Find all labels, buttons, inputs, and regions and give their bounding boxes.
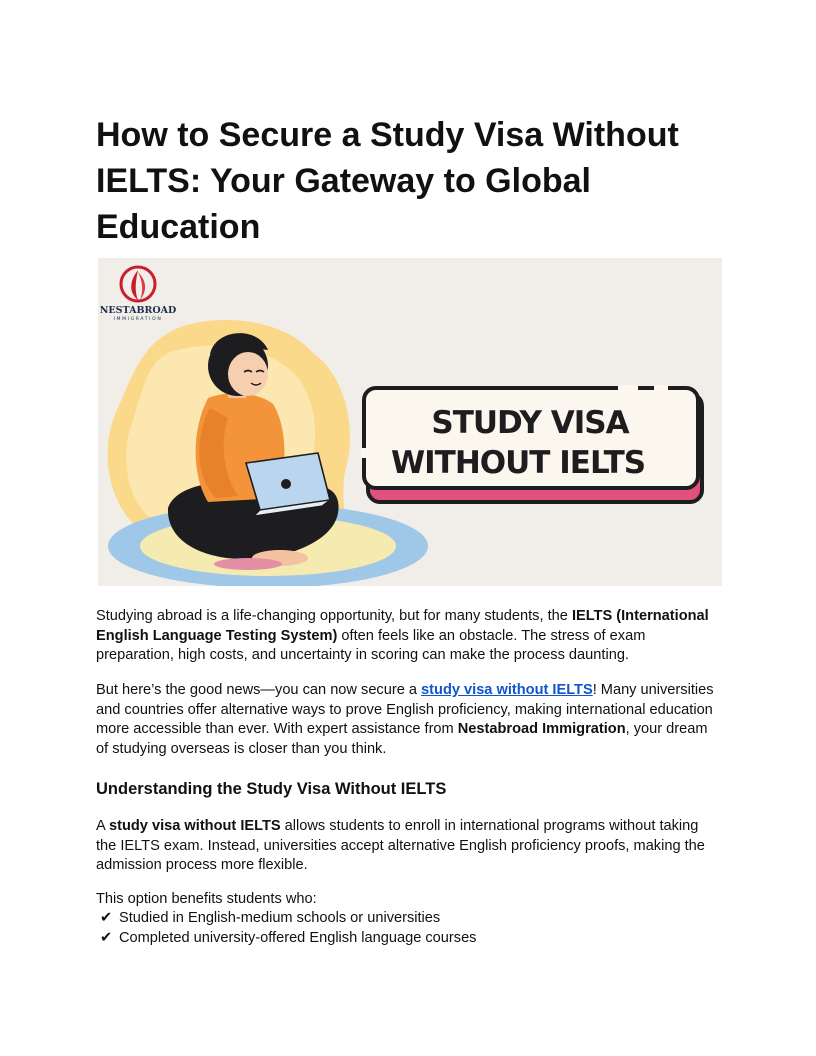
hero-image	[98, 258, 722, 586]
list-item	[100, 929, 476, 949]
section-heading: Understanding the Study Visa Without IELTS	[96, 780, 447, 798]
svg-text:IMMIGRATION: IMMIGRATION	[113, 317, 163, 322]
svg-text:STUDY VISA: STUDY VISA	[431, 405, 629, 441]
svg-text:WITHOUT IELTS: WITHOUT IELTS	[390, 445, 646, 481]
definition-paragraph	[96, 817, 722, 876]
text-run: But here’s the good news—you can now secure a	[96, 682, 422, 698]
benefits-list	[100, 909, 476, 948]
bold-term-nestabroad: Nestabroad Immigration	[457, 721, 626, 738]
list-item-text: Completed university-offered English language courses	[119, 929, 477, 946]
benefits-intro: This option benefits students who:	[96, 891, 317, 907]
text-run: , your dream of studying overseas is closer than you think.	[96, 721, 708, 757]
checkmark-icon: ✔	[100, 929, 113, 946]
text-run: allows students to enroll in international programs without taking the IELTS exam. Instead, universities accept alternative English proficiency proofs, making the admission process more flexible.	[96, 818, 705, 874]
list-item-text: Studied in English-medium schools or universities	[119, 910, 441, 926]
svg-text:NESTABROAD: NESTABROAD	[99, 305, 177, 316]
article-title: How to Secure a Study Visa Without IELTS: Your Gateway to Global Education	[96, 116, 679, 246]
text-run: A	[96, 818, 109, 834]
study-visa-link[interactable]: study visa without IELTS	[421, 682, 593, 698]
list-item	[100, 909, 476, 929]
good-news-paragraph	[96, 681, 722, 759]
intro-paragraph	[96, 607, 722, 666]
study-visa-banner	[364, 388, 702, 502]
bold-term-ielts: IELTS (International English Language Testing System)	[96, 608, 709, 644]
text-run: ! Many universities and countries offer alternative ways to prove English proficiency, making international education more accessible than ever. With expert assistance from	[96, 682, 714, 738]
bold-term-study-visa: study visa without IELTS	[108, 818, 281, 834]
nestabroad-logo	[100, 267, 177, 322]
text-run: often feels like an obstacle. The stress of exam preparation, high costs, and uncertainty in scoring can make the process daunting.	[96, 627, 646, 664]
checkmark-icon: ✔	[100, 910, 113, 926]
text-run: Studying abroad is a life-changing opportunity, but for many students, the	[96, 608, 572, 624]
